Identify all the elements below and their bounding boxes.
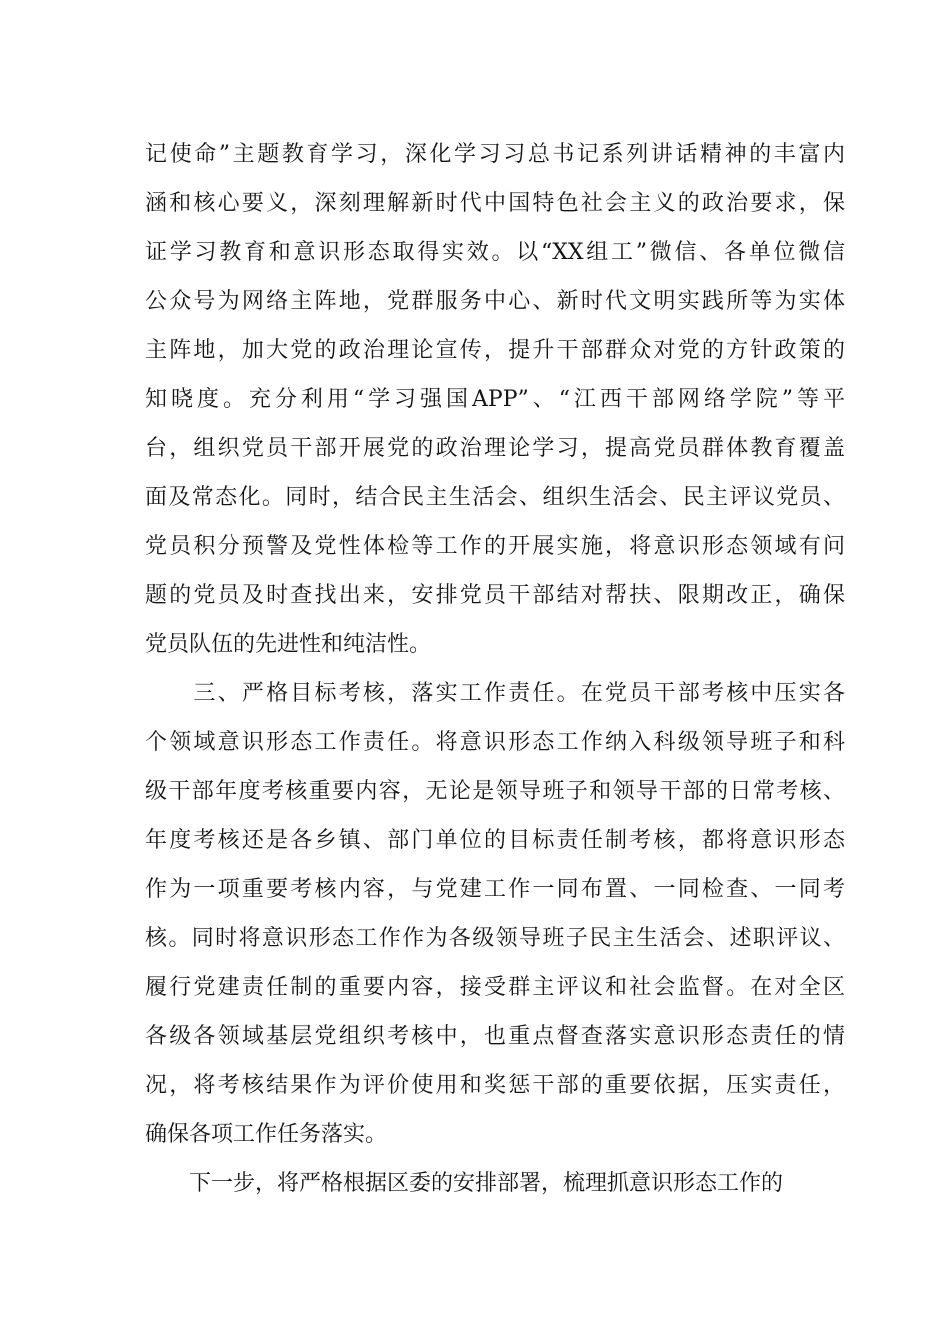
text-line: 个领域意识形态工作责任。将意识形态工作纳入科级领导班子和科 [145,730,845,755]
text-line: 台，组织党员干部开展党的政治理论学习，提高党员群体教育覆盖 [145,436,845,461]
text-line: 核。同时将意识形态工作作为各级领导班子民主生活会、述职评议、 [145,926,845,951]
text-line: 党员积分预警及党性体检等工作的开展实施，将意识形态领域有问 [145,534,845,559]
paragraph [145,130,845,669]
text-line: 主阵地，加大党的政治理论宣传，提升干部群众对党的方针政策的 [145,338,845,363]
text-line: 级干部年度考核重要内容，无论是领导班子和领导干部的日常考核、 [145,779,845,804]
text-line: 公众号为网络主阵地，党群服务中心、新时代文明实践所等为实体 [145,289,845,314]
text-line: 况，将考核结果作为评价使用和奖惩干部的重要依据，压实责任， [145,1073,845,1098]
document-body [145,130,845,1208]
text-line: 各级各领域基层党组织考核中，也重点督查落实意识形态责任的情 [145,1024,845,1049]
text-line: 知晓度。充分利用“学习强国APP”、“江西干部网络学院”等平 [145,387,845,412]
text-line: 履行党建责任制的重要内容，接受群主评议和社会监督。在对全区 [145,975,845,1000]
paragraph [145,669,845,1159]
text-line: 党员队伍的先进性和纯洁性。 [145,632,432,657]
text-line: 证学习教育和意识形态取得实效。以“XX组工”微信、各单位微信 [145,240,845,265]
text-line: 面及常态化。同时，结合民主生活会、组织生活会、民主评议党员、 [145,485,845,510]
text-line: 题的党员及时查找出来，安排党员干部结对帮扶、限期改正，确保 [145,583,845,608]
text-line: 年度考核还是各乡镇、部门单位的目标责任制考核，都将意识形态 [145,828,845,853]
text-line: 确保各项工作任务落实。 [145,1122,388,1147]
text-line: 涵和核心要义，深刻理解新时代中国特色社会主义的政治要求，保 [145,191,845,216]
text-line: 记使命”主题教育学习，深化学习习总书记系列讲话精神的丰富内 [145,142,845,167]
text-line: 作为一项重要考核内容，与党建工作一同布置、一同检查、一同考 [145,877,845,902]
paragraph [145,1159,845,1208]
text-line: 三、严格目标考核，落实工作责任。在党员干部考核中压实各 [145,681,845,706]
text-line: 下一步，将严格根据区委的安排部署，梳理抓意识形态工作的 [145,1171,784,1196]
